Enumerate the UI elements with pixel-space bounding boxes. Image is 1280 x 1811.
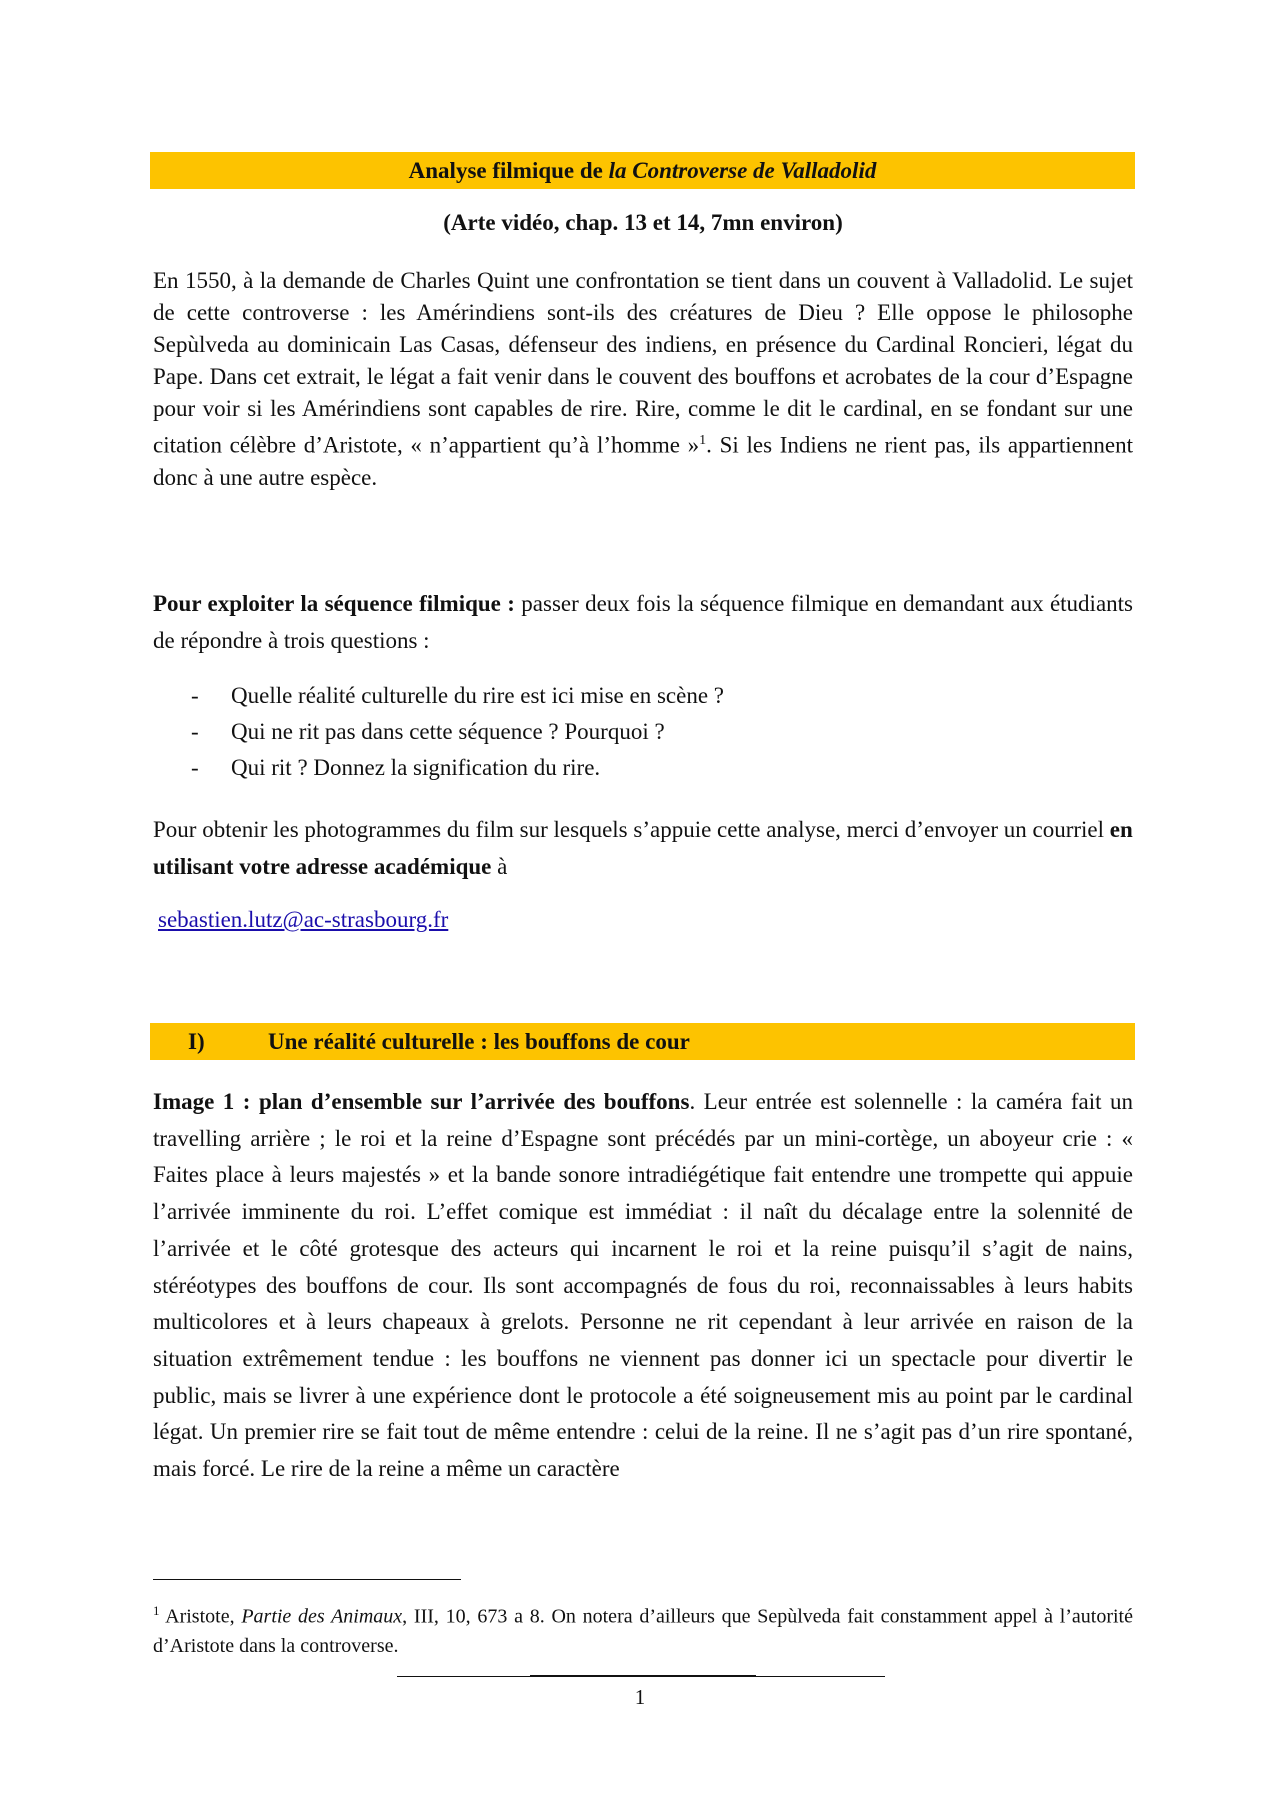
list-item <box>153 750 1133 786</box>
intro-text: En 1550, à la demande de Charles Quint une confrontation se tient dans un couvent à Valladolid. Le sujet de cette controverse : les Amérindiens sont-ils des créatures de Dieu ? Elle oppose le philosophe Sepùlveda au dominicain Las Casas, défenseur des indiens, en présence du Cardinal Roncieri, légat du Pape. Dans cet extrait, le légat a fait venir dans le couvent des bouffons et acrobates de la cour d’Espagne pour voir si les Amérindiens sont capables de rire. Rire, comme le dit le cardinal, en se fondant sur une citation célèbre d’Aristote, « n’appartient qu’à l’homme » <box>153 268 1133 458</box>
questions-list <box>153 678 1133 786</box>
email-line <box>158 907 1138 933</box>
title-italic: la Controverse de Valladolid <box>608 158 877 183</box>
subtitle: (Arte vidéo, chap. 13 et 14, 7mn environ) <box>443 210 843 235</box>
email-link[interactable]: sebastien.lutz@ac-strasbourg.fr <box>158 907 449 932</box>
footnote <box>153 1596 1133 1661</box>
request-bold: en utilisant votre adresse académique <box>153 817 1133 879</box>
question-text: Qui ne rit pas dans cette séquence ? Pourquoi ? <box>231 719 665 744</box>
footer-rule-accent <box>530 1675 756 1677</box>
image1-paragraph <box>153 1084 1133 1488</box>
footnote-separator <box>153 1579 461 1580</box>
request-end: à <box>491 854 508 879</box>
footnote-italic: Partie des Animaux <box>241 1605 403 1628</box>
exploit-bold: Pour exploiter la séquence filmique : <box>153 591 515 616</box>
title-prefix: Analyse filmique de <box>408 158 609 183</box>
footnote-number: 1 <box>153 1603 160 1618</box>
request-paragraph <box>153 811 1133 885</box>
dash-bullet: - <box>191 755 199 780</box>
list-item <box>153 714 1133 750</box>
section1-banner <box>150 1023 1135 1060</box>
question-text: Qui rit ? Donnez la signification du rire. <box>231 755 601 780</box>
request-text: Pour obtenir les photogrammes du film sur lesquels s’appuie cette analyse, merci d’envoyer un courriel <box>153 817 1110 842</box>
exploit-rest: passer deux fois la séquence filmique en demandant aux étudiants de répondre à trois questions : <box>153 591 1133 653</box>
section1-title: Une réalité culturelle : les bouffons de cour <box>268 1029 690 1054</box>
page-number: 1 <box>634 1685 646 1709</box>
section1-number: I) <box>188 1029 205 1054</box>
question-text: Quelle réalité culturelle du rire est ici mise en scène ? <box>231 683 724 708</box>
footnote-post: , III, 10, 673 a 8. On notera d’ailleurs que Sepùlveda fait constamment appel à l’autorité d’Aristote dans la controverse. <box>153 1605 1133 1657</box>
list-item <box>153 678 1133 714</box>
dash-bullet: - <box>191 683 199 708</box>
exploit-paragraph <box>153 585 1133 659</box>
title-banner <box>150 152 1135 189</box>
dash-bullet: - <box>191 719 199 744</box>
image1-text: . Leur entrée est solennelle : la caméra fait un travelling arrière ; le roi et la reine d’Espagne sont précédés par un mini-cortège, un aboyeur crie : « Faites place à leurs majestés » et la bande sonore intradiégétique fait entendre une trompette qui appuie l’arrivée imminente du roi. L’effet comique est immédiat : il naît du décalage entre la solennité de l’arrivée et le côté grotesque des acteurs qui incarnent le roi et la reine puisqu’il s’agit de nains, stéréotypes des bouffons de cour. Ils sont accompagnés de fous du roi, reconnaissables à leurs habits multicolores et à leurs chapeaux à grelots. Personne ne rit cependant à leur arrivée en raison de la situation extrêmement tendue : les bouffons ne viennent pas donner ici un spectacle pour divertir le public, mais se livrer à une expérience dont le protocole a été soigneusement mis au point par le cardinal légat. Un premier rire se fait tout de même entendre : celui de la reine. Il ne s’agit pas d’un rire spontané, mais forcé. Le rire de la reine a même un caractère <box>153 1089 1133 1482</box>
intro-end: . Si les Indiens ne rient pas, ils appartiennent donc à une autre espèce. <box>153 432 1133 490</box>
footnote-ref[interactable]: 1 <box>699 433 707 448</box>
intro-paragraph <box>153 265 1133 494</box>
image1-bold: Image 1 : plan d’ensemble sur l’arrivée des bouffons <box>153 1089 690 1114</box>
footnote-pre: Aristote, <box>159 1605 242 1628</box>
